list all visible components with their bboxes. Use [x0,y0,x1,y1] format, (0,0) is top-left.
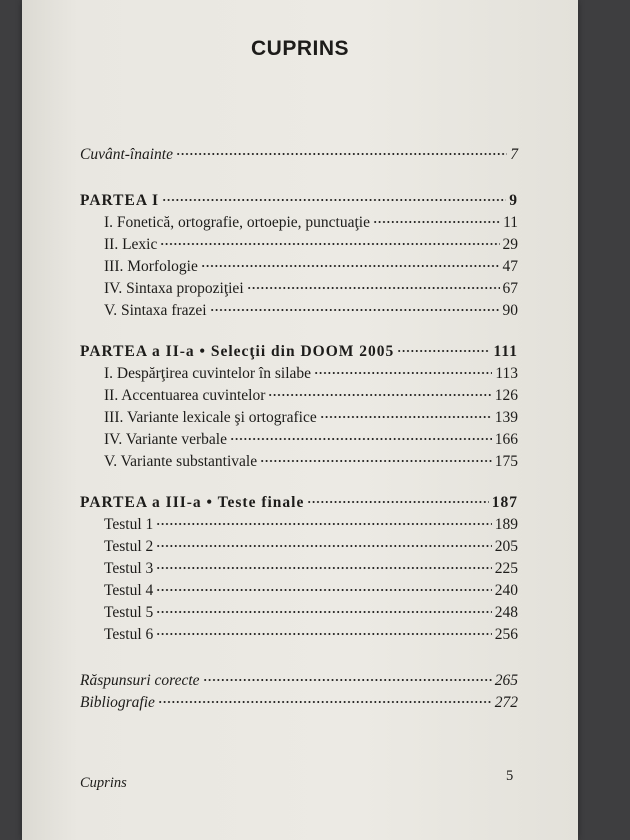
toc-entry [80,602,518,624]
toc-entry [80,451,518,473]
toc-entry-answers [80,670,518,692]
toc-entry [80,385,518,407]
dot-leader [158,690,492,704]
dot-leader [203,668,492,682]
toc-entry [80,536,518,558]
running-title: Cuprins [80,775,127,791]
toc-page-number: 256 [494,626,518,643]
toc-page-number: 248 [494,604,518,621]
toc-entry [80,407,518,429]
toc-page-number: 139 [494,409,518,426]
toc-part-3 [80,492,518,514]
toc-page-number: 175 [494,453,518,470]
toc-page-number: 11 [503,214,518,231]
toc-label: II. Accentuarea cuvintelor [104,387,266,404]
toc-label: I. Despărţirea cuvintelor în silabe [104,365,312,382]
toc-page-number: 126 [494,387,518,404]
toc-page-number: 265 [494,672,518,689]
toc-label: Testul 1 [104,516,154,533]
toc-entry [80,234,518,256]
toc-label: V. Variante substantivale [104,453,258,470]
book-page [22,0,578,840]
toc-label: PARTEA a II-a • Selecţii din DOOM 2005 [80,343,395,360]
dot-leader [397,339,490,353]
page-number: 5 [506,768,514,784]
toc-entry [80,256,518,278]
toc-entry [80,624,518,646]
dot-leader [156,622,491,636]
toc-entry [80,278,518,300]
dot-leader [156,534,491,548]
toc-label: PARTEA I [80,192,160,209]
toc-label: IV. Variante verbale [104,431,227,448]
dot-leader [156,512,491,526]
toc-label: Testul 4 [104,582,154,599]
toc-label: IV. Sintaxa propoziţiei [104,280,244,297]
toc-page-number: 9 [509,192,518,209]
toc-label: Testul 6 [104,626,154,643]
toc-label: II. Lexic [104,236,158,253]
toc-entry-bibliography [80,692,518,714]
toc-page-number: 29 [502,236,518,253]
toc-label: Bibliografie [80,694,155,711]
toc-label: III. Variante lexicale şi ortografice [104,409,317,426]
toc-label: I. Fonetică, ortografie, ortoepie, punctuaţie [104,214,370,231]
dot-leader [156,600,491,614]
toc-label: Testul 5 [104,604,154,621]
dot-leader [176,142,507,156]
toc-page-number: 166 [494,431,518,448]
toc-entry [80,212,518,234]
dot-leader [156,556,491,570]
dot-leader [156,578,491,592]
toc-page-number: 113 [495,365,518,382]
table-of-contents [80,144,518,714]
toc-page-number: 90 [502,302,518,319]
dot-leader [201,254,500,268]
toc-page-number: 240 [494,582,518,599]
toc-page-number: 111 [493,343,518,360]
dot-leader [210,298,500,312]
toc-entry [80,514,518,536]
toc-label: III. Morfologie [104,258,198,275]
toc-entry [80,429,518,451]
dot-leader [307,490,488,504]
toc-part-1 [80,190,518,212]
toc-entry [80,580,518,602]
toc-page-number: 189 [494,516,518,533]
toc-page-number: 225 [494,560,518,577]
toc-page-number: 7 [510,146,518,163]
page-title: CUPRINS [250,37,349,60]
dot-leader [247,276,500,290]
dot-leader [162,188,506,202]
toc-label: PARTEA a III-a • Teste finale [80,494,305,511]
toc-entry [80,558,518,580]
toc-page-number: 47 [502,258,518,275]
dot-leader [230,427,492,441]
toc-label: Testul 2 [104,538,154,555]
dot-leader [260,449,492,463]
dot-leader [314,361,492,375]
toc-label: Testul 3 [104,560,154,577]
toc-page-number: 272 [494,694,518,711]
dot-leader [320,405,492,419]
toc-label: Răspunsuri corecte [80,672,200,689]
dot-leader [373,210,500,224]
dot-leader [160,232,499,246]
toc-label: Cuvânt-înainte [80,146,173,163]
toc-page-number: 67 [502,280,518,297]
dot-leader [268,383,491,397]
toc-page-number: 205 [494,538,518,555]
toc-entry [80,363,518,385]
toc-entry [80,300,518,322]
toc-entry-foreword [80,144,518,166]
toc-label: V. Sintaxa frazei [104,302,207,319]
toc-page-number: 187 [491,494,518,511]
toc-part-2 [80,341,518,363]
